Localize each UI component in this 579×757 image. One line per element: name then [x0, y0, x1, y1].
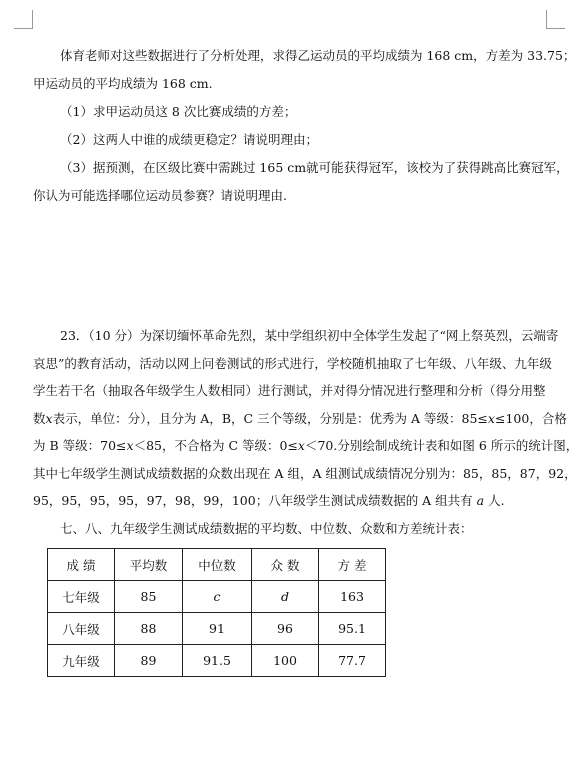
table-cell: 85	[115, 581, 183, 613]
prev-intro-line1: 体育老师对这些数据进行了分析处理，求得乙运动员的平均成绩为 168 cm，方差为 33.75；	[60, 48, 576, 63]
variable-x: x	[45, 410, 53, 426]
table-header-cell: 中位数	[183, 549, 252, 581]
page-corner-mark-right	[546, 10, 565, 29]
variable-x: x	[487, 410, 495, 426]
prev-question-3-line2: 你认为可能选择哪位运动员参赛？请说明理由.	[33, 188, 287, 203]
text-segment: ＜85，不合格为 C 等级：0≤	[133, 438, 298, 453]
prev-question-3-line1: （3）据预测，在区级比赛中需跳过 165 cm就可能获得冠军，该校为了获得跳高比赛冠军，	[60, 160, 569, 175]
table-cell: 88	[115, 613, 183, 645]
table-header-cell: 平均数	[115, 549, 183, 581]
table-header-cell: 方 差	[319, 549, 386, 581]
blank-answer-space	[33, 210, 555, 322]
table-header-row	[48, 549, 386, 581]
table-cell: 96	[252, 613, 319, 645]
table-cell: 91.5	[183, 645, 252, 677]
variable-a: a	[476, 493, 485, 508]
table-cell: d	[252, 581, 319, 613]
variable-x: x	[126, 438, 134, 453]
table-cell: 163	[319, 581, 386, 613]
prev-question-1: （1）求甲运动员这 8 次比赛成绩的方差；	[60, 104, 297, 119]
table-cell: 89	[115, 645, 183, 677]
statistics-table	[47, 548, 386, 677]
text-segment: ≤100，合格	[494, 410, 567, 426]
document-body	[33, 42, 579, 677]
problem23-line7	[33, 487, 555, 515]
text-segment: 95，95，95，95，97，98，99，100；八年级学生测试成绩数据的 A 组共有	[33, 493, 473, 508]
text-segment: 为 B 等级：70≤	[33, 438, 127, 453]
problem23-line1: 23．（10 分）为深切缅怀革命先烈，某中学组织初中全体学生发起了“网上祭英烈，云端寄	[60, 328, 559, 343]
table-cell: 九年级	[48, 645, 115, 677]
table-cell: 77.7	[319, 645, 386, 677]
text-segment: 数	[33, 410, 46, 426]
problem23-line2: 哀思”的教育活动，活动以网上问卷测试的形式进行，学校随机抽取了七年级、八年级、九年级	[33, 355, 552, 371]
table-header-cell: 成 绩	[48, 549, 115, 581]
problem23-line5	[33, 432, 579, 460]
text-segment: ＜70.分别绘制成统计表和如图 6 所示的统计图，	[304, 438, 579, 453]
table-cell: 100	[252, 645, 319, 677]
table-row	[48, 645, 386, 677]
table-row	[48, 613, 386, 645]
page-corner-mark-left	[14, 10, 33, 29]
table-cell: c	[183, 581, 252, 613]
prev-question-2: （2）这两人中谁的成绩更稳定？请说明理由；	[60, 132, 318, 147]
variable-x: x	[297, 438, 305, 453]
table-header-cell: 众 数	[252, 549, 319, 581]
table-cell: 八年级	[48, 613, 115, 645]
problem23-line4	[33, 405, 567, 433]
problem23-line3: 学生若干名（抽取各年级学生人数相同）进行测试，并对得分情况进行整理和分析（得分用整	[33, 383, 546, 398]
table-cell: 95.1	[319, 613, 386, 645]
table-cell: 91	[183, 613, 252, 645]
text-segment: 人.	[488, 493, 505, 508]
prev-intro-line2: 甲运动员的平均成绩为 168 cm.	[33, 76, 213, 91]
table-cell: 七年级	[48, 581, 115, 613]
text-segment: 表示，单位：分），且分为 A，B，C 三个等级，分别是：优秀为 A 等级：85≤	[52, 410, 488, 426]
problem23-line6: 其中七年级学生测试成绩数据的众数出现在 A 组，A 组测试成绩情况分别为：85，85，87，92，	[33, 465, 577, 481]
table-caption: 七、八、九年级学生测试成绩数据的平均数、中位数、众数和方差统计表：	[60, 520, 473, 536]
table-row	[48, 581, 386, 613]
